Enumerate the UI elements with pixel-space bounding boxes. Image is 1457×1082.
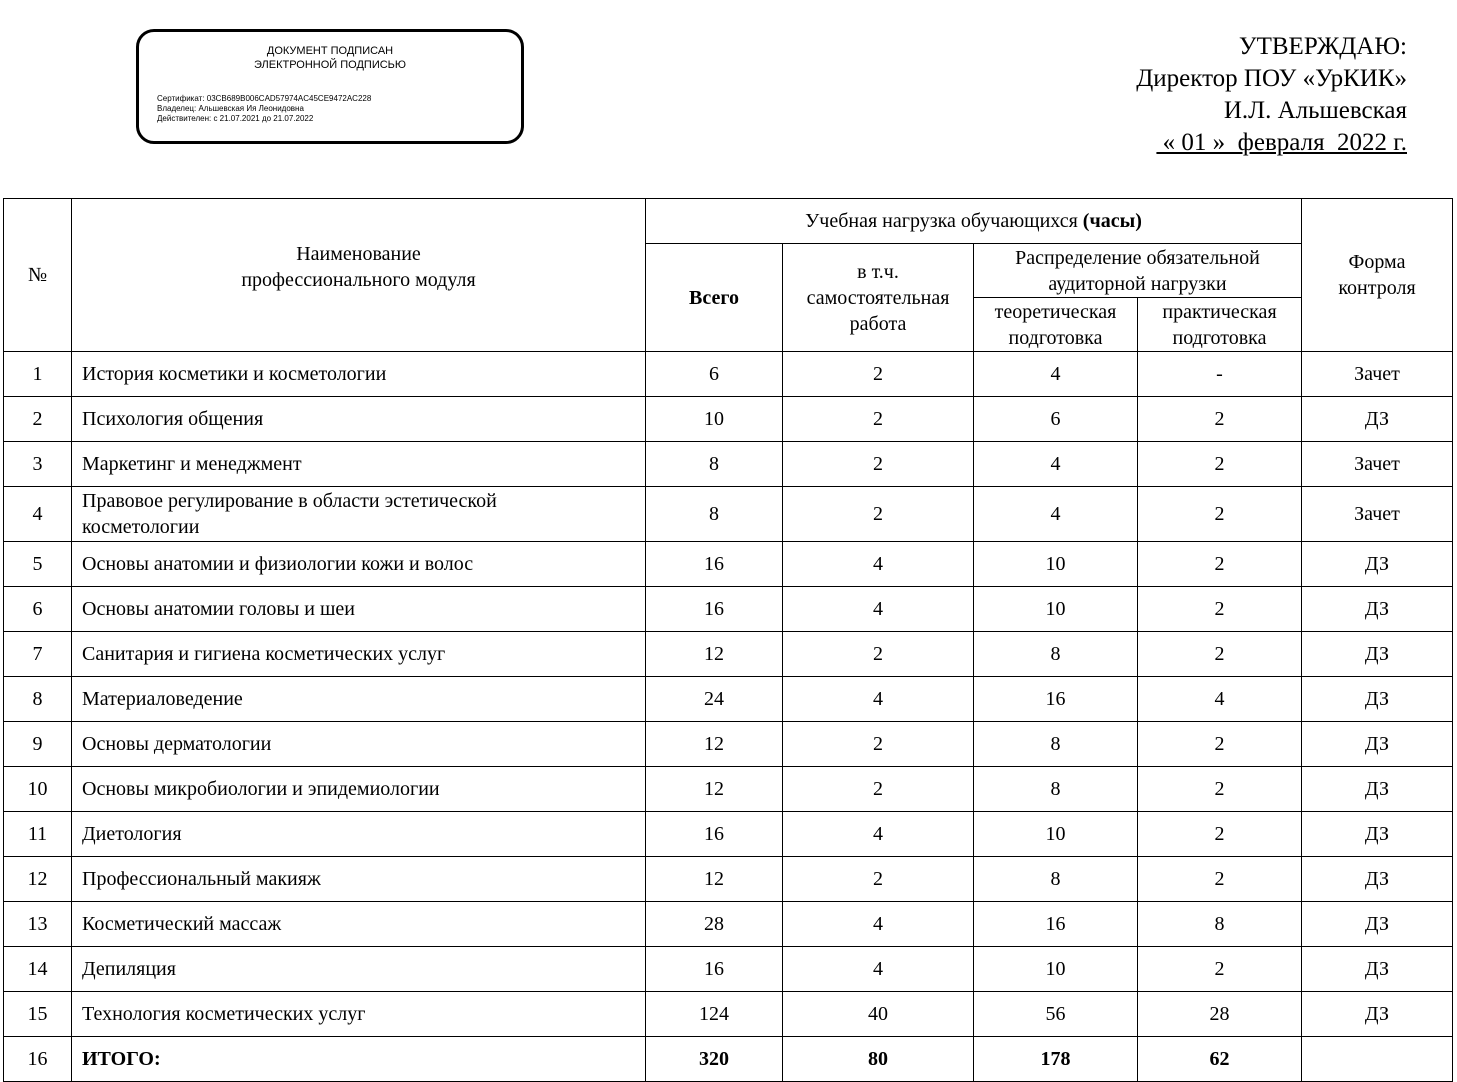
- approval-position: Директор ПОУ «УрКИК»: [1136, 65, 1407, 92]
- row-theory-hours: 16: [974, 677, 1138, 722]
- row-theory-hours: 8: [974, 632, 1138, 677]
- header-distribution-line1: Распределение обязательной: [1015, 246, 1260, 269]
- row-total-hours: 16: [646, 587, 783, 632]
- row-total-hours: 8: [646, 442, 783, 487]
- row-num: 15: [4, 992, 72, 1037]
- row-num: 11: [4, 812, 72, 857]
- approval-heading: УТВЕРЖДАЮ:: [1238, 33, 1407, 60]
- row-practice-hours: 8: [1138, 902, 1302, 947]
- row-self-study-hours: 4: [783, 587, 974, 632]
- row-module-name: Профессиональный макияж: [72, 857, 646, 902]
- row-total-hours: 12: [646, 722, 783, 767]
- table-row: [4, 677, 1453, 722]
- row-theory-hours: 4: [974, 487, 1138, 542]
- row-control-form: ДЗ: [1302, 542, 1453, 587]
- row-practice-hours: -: [1138, 352, 1302, 397]
- row-total-hours: 124: [646, 992, 783, 1037]
- stamp-validity: Действителен: с 21.07.2021 до 21.07.2022: [157, 114, 314, 123]
- header-study-load: [646, 199, 1302, 244]
- curriculum-table: [3, 198, 1453, 1082]
- row-self-study-hours: 4: [783, 947, 974, 992]
- row-total-hours: 12: [646, 632, 783, 677]
- row-total-hours: 10: [646, 397, 783, 442]
- table-row: [4, 487, 1453, 542]
- header-practice-line1: практическая: [1162, 300, 1277, 323]
- row-num: 12: [4, 857, 72, 902]
- table-row: [4, 992, 1453, 1037]
- row-theory-hours: 56: [974, 992, 1138, 1037]
- row-control-form: ДЗ: [1302, 902, 1453, 947]
- header-module-name-line1: Наименование: [296, 243, 421, 265]
- header-practice: [1138, 298, 1302, 352]
- stamp-title-line2: ЭЛЕКТРОННОЙ ПОДПИСЬЮ: [253, 59, 407, 71]
- row-theory-hours: 16: [974, 902, 1138, 947]
- row-control-form: ДЗ: [1302, 767, 1453, 812]
- header-study-load-text: Учебная нагрузка обучающихся: [805, 210, 1083, 232]
- row-theory-hours: 10: [974, 947, 1138, 992]
- row-control-form: Зачет: [1302, 442, 1453, 487]
- table-row: [4, 947, 1453, 992]
- row-num: 14: [4, 947, 72, 992]
- row-total-hours: 12: [646, 857, 783, 902]
- row-num: 8: [4, 677, 72, 722]
- total-row-self-study-hours: 80: [783, 1037, 974, 1082]
- header-self-line1: в т.ч.: [857, 260, 899, 283]
- table-row: [4, 352, 1453, 397]
- row-control-form: ДЗ: [1302, 677, 1453, 722]
- row-practice-hours: 2: [1138, 442, 1302, 487]
- approval-signatory: И.Л. Альшевская: [1223, 97, 1407, 124]
- stamp-title-line1: ДОКУМЕНТ ПОДПИСАН: [266, 45, 394, 57]
- row-num: 13: [4, 902, 72, 947]
- stamp-title: [139, 44, 521, 72]
- header-control-form: [1302, 199, 1453, 352]
- row-self-study-hours: 4: [783, 812, 974, 857]
- row-module-name: Диетология: [72, 812, 646, 857]
- row-num: 6: [4, 587, 72, 632]
- row-num: 9: [4, 722, 72, 767]
- table-row: [4, 632, 1453, 677]
- total-row-theory-hours: 178: [974, 1037, 1138, 1082]
- row-self-study-hours: 2: [783, 767, 974, 812]
- table-row: [4, 587, 1453, 632]
- header-theory-line1: теоретическая: [994, 300, 1117, 323]
- header-distribution: [974, 244, 1302, 298]
- row-self-study-hours: 2: [783, 722, 974, 767]
- row-practice-hours: 2: [1138, 857, 1302, 902]
- row-self-study-hours: 4: [783, 902, 974, 947]
- row-self-study-hours: 4: [783, 542, 974, 587]
- total-row: [4, 1037, 1453, 1082]
- row-control-form: ДЗ: [1302, 632, 1453, 677]
- header-module-name: [72, 199, 646, 352]
- table-row: [4, 767, 1453, 812]
- row-theory-hours: 4: [974, 352, 1138, 397]
- row-total-hours: 16: [646, 812, 783, 857]
- table-row: [4, 722, 1453, 767]
- row-self-study-hours: 2: [783, 632, 974, 677]
- row-num: 4: [4, 487, 72, 542]
- approval-block: [1136, 31, 1407, 159]
- row-self-study-hours: 2: [783, 857, 974, 902]
- header-total: Всего: [646, 244, 783, 352]
- header-control-line2: контроля: [1338, 277, 1416, 299]
- row-module-name: Основы анатомии головы и шеи: [72, 587, 646, 632]
- row-control-form: Зачет: [1302, 487, 1453, 542]
- row-theory-hours: 10: [974, 812, 1138, 857]
- table-row: [4, 857, 1453, 902]
- header-num: №: [4, 199, 72, 352]
- row-practice-hours: 2: [1138, 812, 1302, 857]
- electronic-signature-stamp: [136, 29, 524, 144]
- row-total-hours: 24: [646, 677, 783, 722]
- row-theory-hours: 10: [974, 542, 1138, 587]
- header-study-load-unit: (часы): [1082, 210, 1142, 232]
- stamp-certificate: Сертификат: 03CB689B006CAD57974AC45CE9472AC228: [157, 94, 372, 103]
- header-control-line1: Форма: [1348, 251, 1406, 273]
- row-num: 10: [4, 767, 72, 812]
- header-self-study: [783, 244, 974, 352]
- row-control-form: Зачет: [1302, 352, 1453, 397]
- row-control-form: ДЗ: [1302, 397, 1453, 442]
- row-total-hours: 16: [646, 542, 783, 587]
- row-num: 5: [4, 542, 72, 587]
- row-theory-hours: 10: [974, 587, 1138, 632]
- total-row-total-hours: 320: [646, 1037, 783, 1082]
- table-row: [4, 542, 1453, 587]
- table-row: [4, 812, 1453, 857]
- total-row-num: 16: [4, 1037, 72, 1082]
- row-self-study-hours: 40: [783, 992, 974, 1037]
- row-control-form: ДЗ: [1302, 812, 1453, 857]
- row-self-study-hours: 4: [783, 677, 974, 722]
- header-theory: [974, 298, 1138, 352]
- row-practice-hours: 2: [1138, 722, 1302, 767]
- table-row: [4, 442, 1453, 487]
- row-practice-hours: 4: [1138, 677, 1302, 722]
- header-theory-line2: подготовка: [1008, 326, 1103, 349]
- row-total-hours: 12: [646, 767, 783, 812]
- row-self-study-hours: 2: [783, 442, 974, 487]
- row-total-hours: 8: [646, 487, 783, 542]
- header-module-name-line2: профессионального модуля: [241, 269, 476, 291]
- header-self-line3: работа: [849, 312, 907, 335]
- row-total-hours: 28: [646, 902, 783, 947]
- stamp-details: [157, 94, 513, 124]
- row-practice-hours: 2: [1138, 397, 1302, 442]
- row-num: 7: [4, 632, 72, 677]
- row-practice-hours: 2: [1138, 632, 1302, 677]
- row-self-study-hours: 2: [783, 397, 974, 442]
- row-module-name: [72, 487, 646, 542]
- row-theory-hours: 8: [974, 857, 1138, 902]
- row-module-name: Материаловедение: [72, 677, 646, 722]
- row-practice-hours: 2: [1138, 767, 1302, 812]
- row-module-name: Маркетинг и менеджмент: [72, 442, 646, 487]
- row-control-form: ДЗ: [1302, 947, 1453, 992]
- row-control-form: ДЗ: [1302, 587, 1453, 632]
- table-row: [4, 397, 1453, 442]
- row-self-study-hours: 2: [783, 352, 974, 397]
- row-theory-hours: 8: [974, 722, 1138, 767]
- row-num: 3: [4, 442, 72, 487]
- row-practice-hours: 2: [1138, 487, 1302, 542]
- row-self-study-hours: 2: [783, 487, 974, 542]
- row-module-name: История косметики и косметологии: [72, 352, 646, 397]
- total-row-label: ИТОГО:: [72, 1037, 646, 1082]
- row-theory-hours: 4: [974, 442, 1138, 487]
- row-module-name: Основы дерматологии: [72, 722, 646, 767]
- row-control-form: ДЗ: [1302, 992, 1453, 1037]
- row-module-name-line2: косметологии: [82, 516, 200, 538]
- header-practice-line2: подготовка: [1172, 326, 1267, 349]
- row-num: 2: [4, 397, 72, 442]
- row-practice-hours: 2: [1138, 947, 1302, 992]
- row-module-name: Основы анатомии и физиологии кожи и волос: [72, 542, 646, 587]
- total-row-practice-hours: 62: [1138, 1037, 1302, 1082]
- row-module-name-line1: Правовое регулирование в области эстетической: [82, 490, 497, 512]
- table-row: [4, 902, 1453, 947]
- header-distribution-line2: аудиторной нагрузки: [1048, 272, 1227, 295]
- row-total-hours: 16: [646, 947, 783, 992]
- row-theory-hours: 6: [974, 397, 1138, 442]
- row-module-name: Санитария и гигиена косметических услуг: [72, 632, 646, 677]
- row-practice-hours: 28: [1138, 992, 1302, 1037]
- row-module-name: Основы микробиологии и эпидемиологии: [72, 767, 646, 812]
- row-module-name: Косметический массаж: [72, 902, 646, 947]
- row-num: 1: [4, 352, 72, 397]
- row-total-hours: 6: [646, 352, 783, 397]
- row-practice-hours: 2: [1138, 542, 1302, 587]
- row-theory-hours: 8: [974, 767, 1138, 812]
- header-self-line2: самостоятельная: [806, 286, 950, 309]
- row-control-form: ДЗ: [1302, 722, 1453, 767]
- row-control-form: ДЗ: [1302, 857, 1453, 902]
- total-row-control-form: [1302, 1037, 1453, 1082]
- row-practice-hours: 2: [1138, 587, 1302, 632]
- row-module-name: Психология общения: [72, 397, 646, 442]
- approval-date: « 01 » февраля 2022 г.: [1156, 129, 1407, 156]
- stamp-owner: Владелец: Альшевская Ия Леонидовна: [157, 104, 304, 113]
- row-module-name: Депиляция: [72, 947, 646, 992]
- row-module-name: Технология косметических услуг: [72, 992, 646, 1037]
